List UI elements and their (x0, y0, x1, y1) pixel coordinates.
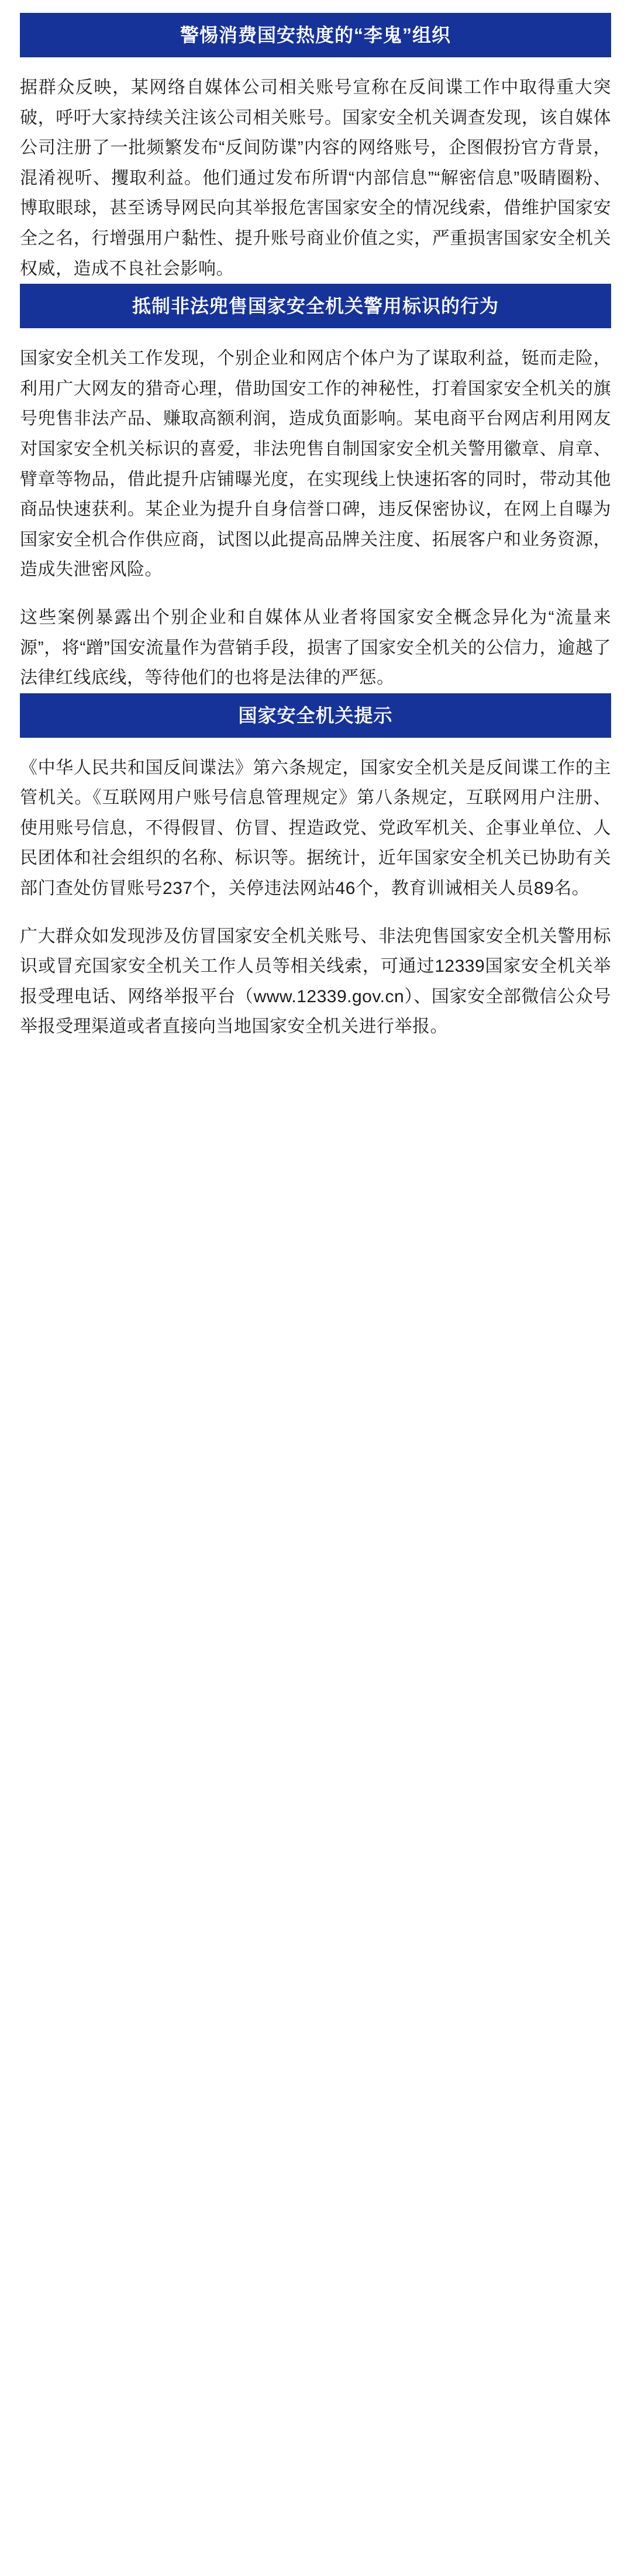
section-heading: 抵制非法兜售国家安全机关警用标识的行为 (20, 284, 611, 328)
paragraph: 据群众反映，某网络自媒体公司相关账号宣称在反间谍工作中取得重大突破，呼吁大家持续关注该公司相关账号。国家安全机关调查发现，该自媒体公司注册了一批频繁发布“反间防谍”内容的网络账号，企图假扮官方背景，混淆视听、攫取利益。他们通过发布所谓“内部信息”“解密信息”吸睛圈粉、博取眼球，甚至诱导网民向其举报危害国家安全的情况线索，借维护国家安全之名，行增强用户黏性、提升账号商业价值之实，严重损害国家安全机关权威，造成不良社会影响。 (20, 78, 611, 278)
section-heading: 警惕消费国安热度的“李鬼”组织 (20, 13, 611, 57)
paragraph: 广大群众如发现涉及仿冒国家安全机关账号、非法兜售国家安全机关警用标识或冒充国家安全机关工作人员等相关线索，可通过12339国家安全机关举报受理电话、网络举报平台（www.12339.gov.cn）、国家安全部微信公众号举报受理渠道或者直接向当地国家安全机关进行举报。 (20, 926, 611, 1037)
paragraph: 国家安全机关工作发现，个别企业和网店个体户为了谋取利益，铤而走险，利用广大网友的猎奇心理，借助国安工作的神秘性，打着国家安全机关的旗号兜售非法产品、赚取高额利润，造成负面影响。某电商平台网店利用网友对国家安全机关标识的喜爱，非法兜售自制国家安全机关警用徽章、肩章、臂章等物品，借此提升店铺曝光度，在实现线上快速拓客的同时，带动其他商品快速获利。某企业为提升自身信誉口碑，违反保密协议，在网上自曝为国家安全机合作供应商，试图以此提高品牌关注度、拓展客户和业务资源，造成失泄密风险。 (20, 349, 611, 580)
paragraph: 《中华人民共和国反间谍法》第六条规定，国家安全机关是反间谍工作的主管机关。《互联网用户账号信息管理规定》第八条规定，互联网用户注册、使用账号信息，不得假冒、仿冒、捏造政党、党政军机关、企事业单位、人民团体和社会组织的名称、标识等。据统计，近年国家安全机关已协助有关部门查处仿冒账号237个，关停违法网站46个，教育训诫相关人员89名。 (20, 758, 611, 899)
paragraph: 这些案例暴露出个别企业和自媒体从业者将国家安全概念异化为“流量来源”，将“蹭”国安流量作为营销手段，损害了国家安全机关的公信力，逾越了法律红线底线，等待他们的也将是法律的严惩。 (20, 607, 611, 688)
section-heading: 国家安全机关提示 (20, 693, 611, 738)
article-page (0, 0, 631, 1065)
article-section-1 (20, 13, 611, 284)
article-section-3 (20, 693, 611, 1042)
article-section-2 (20, 284, 611, 693)
